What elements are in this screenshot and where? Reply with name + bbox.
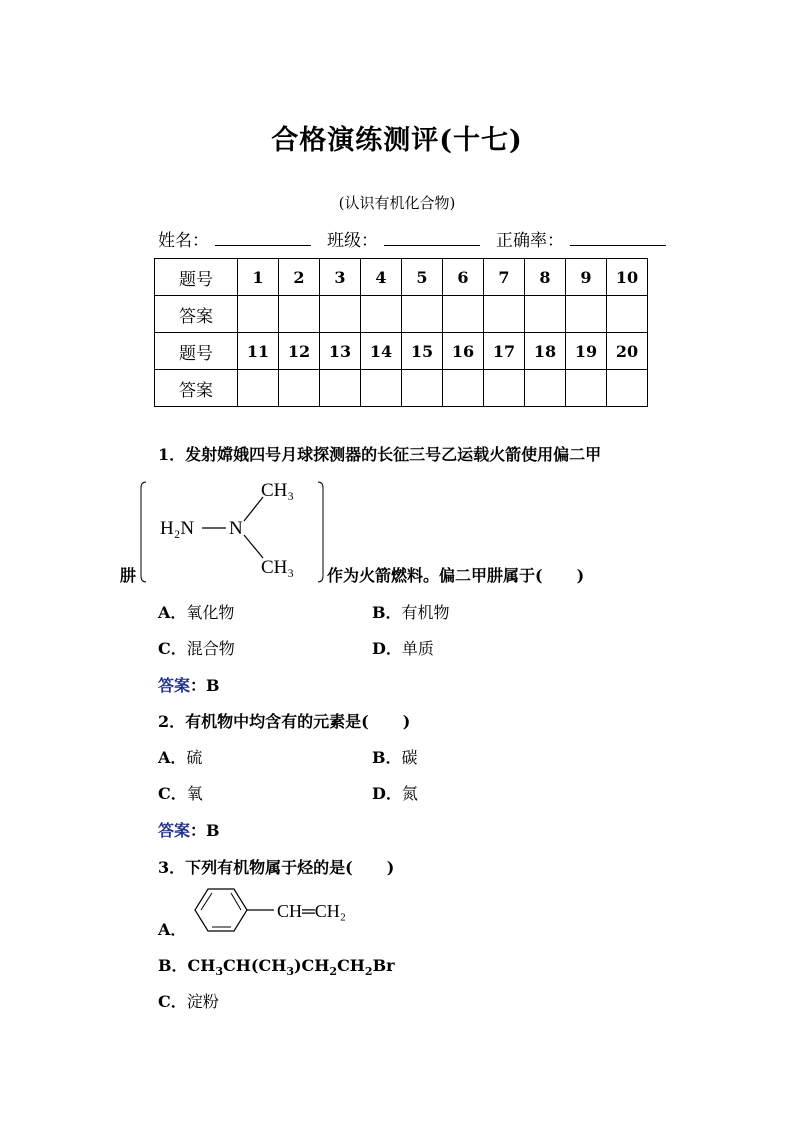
q2-option-c-letter: C．	[158, 784, 187, 803]
q1-option-b-letter: B．	[372, 603, 402, 622]
structure-bracket-left	[141, 482, 146, 582]
q3-option-a-letter: A．	[158, 920, 187, 939]
q2-answer	[158, 818, 220, 841]
question-2-close-paren: )	[402, 712, 411, 731]
answer-cell[interactable]	[279, 296, 320, 333]
question-number: 18	[525, 333, 566, 370]
q1-option-d-letter: D．	[372, 639, 402, 658]
q1-answer	[158, 673, 220, 696]
question-number: 12	[279, 333, 320, 370]
q2-answer-value: ：B	[190, 821, 220, 840]
structure-bracket-right	[318, 482, 323, 582]
question-1-line-2	[327, 563, 584, 586]
answer-row-label: 答案	[155, 296, 238, 333]
question-number: 14	[361, 333, 402, 370]
question-1-stem: 发射嫦娥四号月球探测器的长征三号乙运载火箭使用偏二甲	[185, 445, 602, 464]
accuracy-field[interactable]	[570, 227, 666, 246]
structure-h2n: H₂N	[160, 518, 195, 539]
question-number-row	[155, 259, 648, 296]
q1-answer-value: ：B	[190, 676, 220, 695]
structure-ch3-bottom: CH₃	[261, 557, 295, 578]
q3-option-b-formula: $CH_3CH(CH_3)CH_2CH_2Br$	[187, 956, 395, 979]
structure-bond-bottom	[244, 535, 263, 558]
question-3-line	[158, 855, 394, 878]
q2-option-c-text: 氧	[186, 784, 203, 803]
name-label: 姓名：	[158, 231, 209, 251]
answer-cell[interactable]	[525, 296, 566, 333]
q2-option-a-text: 硫	[186, 748, 203, 767]
dimethylhydrazine-structure	[138, 478, 328, 586]
q1-option-a[interactable]	[158, 600, 234, 623]
student-info-row	[158, 226, 666, 251]
q3-option-c[interactable]	[158, 989, 219, 1012]
page-subtitle: (认识有机化合物)	[338, 194, 456, 212]
class-label: 班级：	[327, 231, 378, 251]
q1-option-a-text: 氧化物	[186, 603, 235, 622]
q2-answer-label: 答案	[158, 821, 191, 840]
q3-option-c-text: 淀粉	[186, 992, 219, 1011]
page-title: 合格演练测评(十七)	[271, 125, 523, 156]
answer-cell[interactable]	[320, 296, 361, 333]
q1-option-c[interactable]	[158, 636, 235, 659]
question-1-stem-end: 作为火箭燃料。偏二甲肼属于(	[327, 566, 543, 585]
question-number: 3	[320, 259, 361, 296]
structure-n: N	[229, 518, 243, 539]
question-number: 10	[607, 259, 648, 296]
answer-sheet-table	[154, 258, 648, 407]
question-1-number: 1．	[158, 445, 186, 464]
answer-row-label: 答案	[155, 370, 238, 407]
q2-option-d[interactable]	[372, 781, 418, 804]
question-number: 6	[443, 259, 484, 296]
question-number-label: 题号	[155, 259, 238, 296]
question-number: 15	[402, 333, 443, 370]
answer-cell[interactable]	[320, 370, 361, 407]
answer-cell[interactable]	[238, 370, 279, 407]
q1-option-d-text: 单质	[401, 639, 434, 658]
answer-cell[interactable]	[361, 370, 402, 407]
q1-option-c-text: 混合物	[186, 639, 235, 658]
question-1-line-2-prefix: 肼	[120, 566, 137, 585]
question-2-line	[158, 709, 410, 732]
q1-option-d[interactable]	[372, 636, 434, 659]
q1-option-b-text: 有机物	[401, 603, 450, 622]
question-1-close-paren: )	[576, 566, 585, 585]
question-1-line-1	[158, 442, 601, 465]
question-number: 16	[443, 333, 484, 370]
q1-option-a-letter: A．	[158, 603, 187, 622]
q1-option-b[interactable]	[372, 600, 450, 623]
benzene-ring	[195, 889, 247, 931]
answer-cell[interactable]	[361, 296, 402, 333]
styrene-structure	[186, 884, 386, 936]
question-2-number: 2．	[158, 712, 186, 731]
answer-cell[interactable]	[566, 296, 607, 333]
question-number: 2	[279, 259, 320, 296]
question-number: 7	[484, 259, 525, 296]
question-number: 5	[402, 259, 443, 296]
answer-cell[interactable]	[402, 370, 443, 407]
answer-row	[155, 296, 648, 333]
question-number: 1	[238, 259, 279, 296]
question-number: 4	[361, 259, 402, 296]
question-3-number: 3．	[158, 858, 186, 877]
question-number: 20	[607, 333, 648, 370]
q3-option-c-letter: C．	[158, 992, 187, 1011]
benzene-inner-bond	[231, 893, 241, 910]
q1-option-c-letter: C．	[158, 639, 187, 658]
answer-cell[interactable]	[484, 296, 525, 333]
answer-cell[interactable]	[279, 370, 320, 407]
q3-option-b-letter: B．	[158, 956, 188, 975]
benzene-inner-bond	[201, 893, 212, 910]
q1-answer-label: 答案	[158, 676, 191, 695]
question-number: 17	[484, 333, 525, 370]
accuracy-label: 正确率：	[496, 231, 564, 251]
answer-cell[interactable]	[443, 296, 484, 333]
q2-option-b-text: 碳	[401, 748, 418, 767]
answer-cell[interactable]	[607, 370, 648, 407]
question-2-stem: 有机物中均含有的元素是(	[185, 712, 369, 731]
answer-cell[interactable]	[443, 370, 484, 407]
answer-cell[interactable]	[484, 370, 525, 407]
question-3-close-paren: )	[386, 858, 395, 877]
structure-ch3-top: CH₃	[261, 480, 295, 501]
vinyl-group: CH═CH₂	[277, 901, 347, 921]
answer-row	[155, 370, 648, 407]
answer-cell[interactable]	[238, 296, 279, 333]
question-number-label: 题号	[155, 333, 238, 370]
question-number: 11	[238, 333, 279, 370]
answer-cell[interactable]	[607, 296, 648, 333]
question-3-stem: 下列有机物属于烃的是(	[185, 858, 353, 877]
q2-option-c[interactable]	[158, 781, 203, 804]
q2-option-a[interactable]	[158, 745, 202, 768]
q3-option-a[interactable]	[158, 917, 186, 940]
q3-option-b[interactable]	[158, 953, 395, 978]
question-number: 8	[525, 259, 566, 296]
answer-cell[interactable]	[525, 370, 566, 407]
class-field[interactable]	[384, 227, 480, 246]
q2-option-d-letter: D．	[372, 784, 402, 803]
question-number: 19	[566, 333, 607, 370]
answer-cell[interactable]	[402, 296, 443, 333]
question-number-row	[155, 333, 648, 370]
q2-option-a-letter: A．	[158, 748, 187, 767]
q2-option-b-letter: B．	[372, 748, 402, 767]
q2-option-d-text: 氮	[401, 784, 418, 803]
answer-cell[interactable]	[566, 370, 607, 407]
question-number: 13	[320, 333, 361, 370]
name-field[interactable]	[215, 227, 311, 246]
q2-option-b[interactable]	[372, 745, 418, 768]
question-number: 9	[566, 259, 607, 296]
